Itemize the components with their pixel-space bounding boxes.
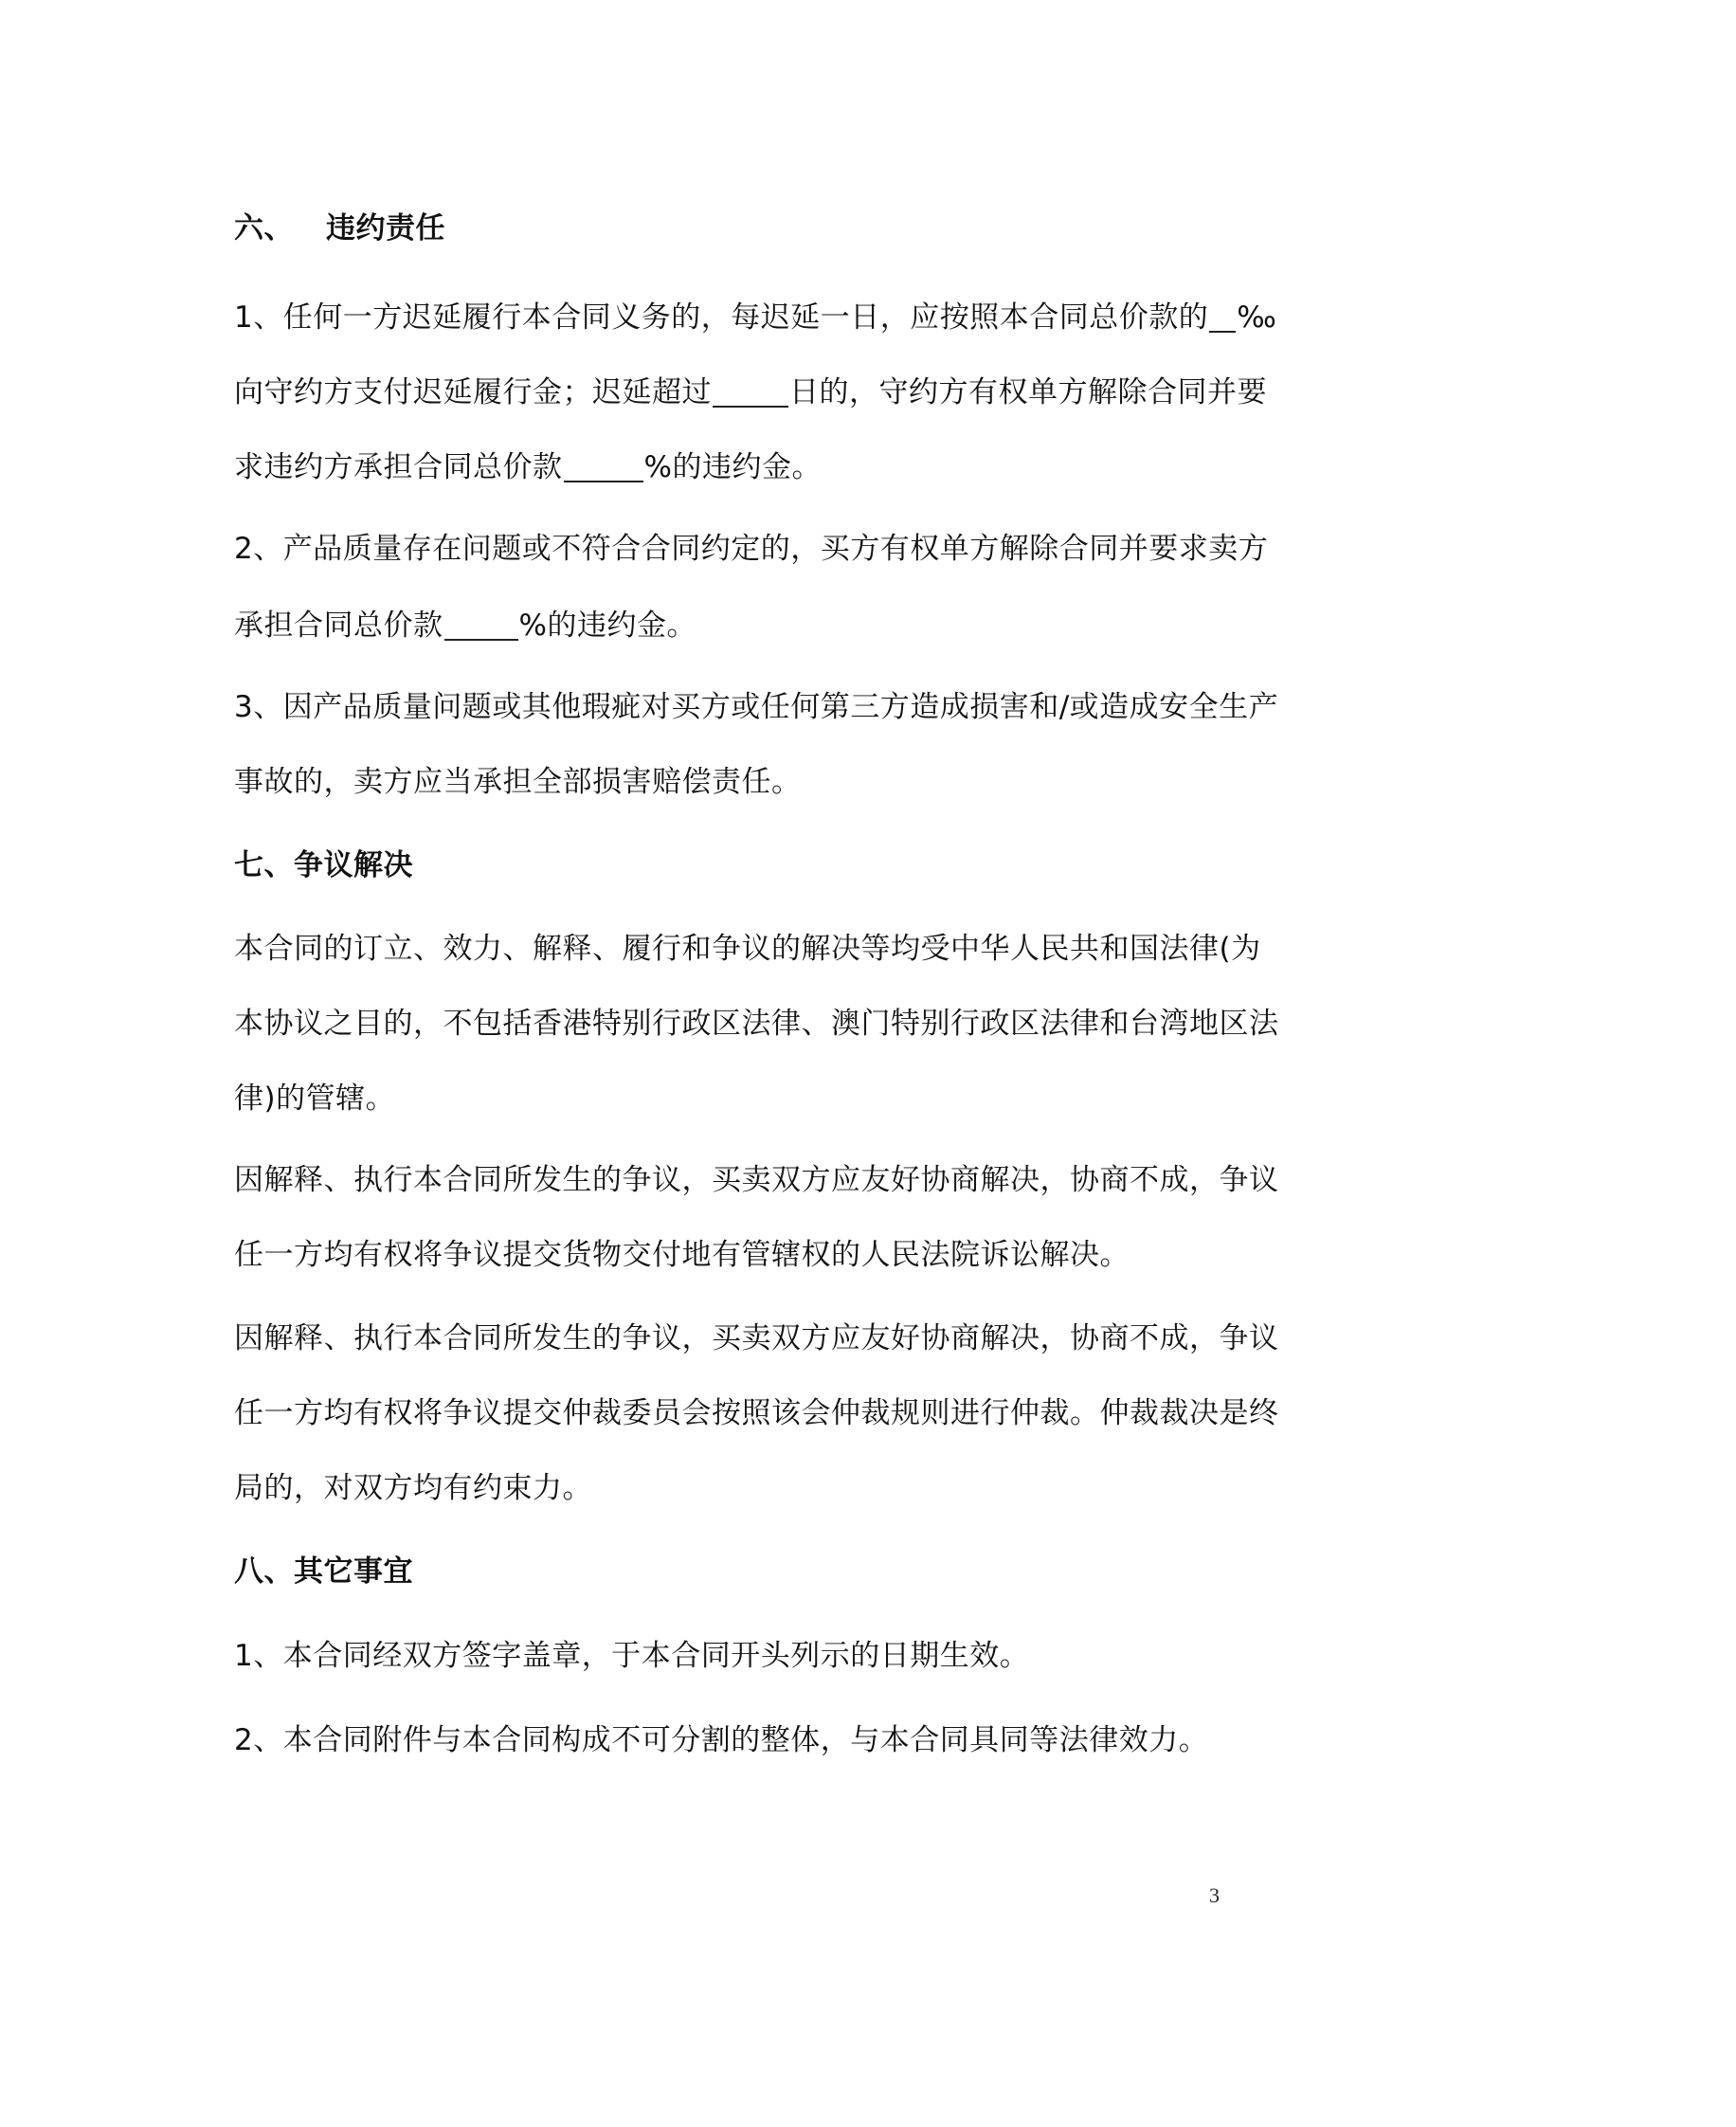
fill-in-blank (1209, 302, 1236, 333)
paragraph-line: 2、本合同附件与本合同构成不可分割的整体，与本合同具同等法律效力。 (234, 1723, 1209, 1757)
paragraph-line: 本协议之目的，不包括香港特别行政区法律、澳门特别行政区法律和台湾地区法 (234, 1007, 1279, 1041)
paragraph-line: 1、本合同经双方签字盖章，于本合同开头列示的日期生效。 (234, 1639, 1030, 1673)
paragraph-line: 2、产品质量存在问题或不符合合同约定的，买方有权单方解除合同并要求卖方 (234, 532, 1269, 566)
paragraph-line: 任一方均有权将争议提交货物交付地有管辖权的人民法院诉讼解决。 (234, 1238, 1130, 1272)
paragraph-line (234, 448, 822, 486)
paragraph-line (234, 607, 696, 645)
text-run: 求违约方承担合同总价款 (234, 450, 563, 484)
paragraph-line: 局的，对双方均有约束力。 (234, 1471, 592, 1505)
paragraph-line: 本合同的订立、效力、解释、履行和争议的解决等均受中华人民共和国法律(为 (234, 932, 1261, 966)
section-heading-other-matters: 八、其它事宜 (234, 1554, 413, 1589)
text-run: 1、任何一方迟延履行本合同义务的，每迟延一日，应按照本合同总价款的 (234, 300, 1209, 335)
paragraph-line: 事故的，卖方应当承担全部损害赔偿责任。 (234, 765, 802, 799)
text-run: 承担合同总价款 (234, 609, 443, 643)
text-run: %的违约金。 (643, 450, 822, 484)
text-run: %的违约金。 (518, 609, 696, 643)
fill-in-blank (564, 452, 643, 482)
paragraph-line: 3、因产品质量问题或其他瑕疵对买方或任何第三方造成损害和/或造成安全生产 (234, 690, 1279, 724)
page-number: 3 (1209, 1883, 1220, 1907)
paragraph-line: 因解释、执行本合同所发生的争议，买卖双方应友好协商解决，协商不成，争议 (234, 1163, 1279, 1197)
section-heading-breach-liability (234, 209, 445, 247)
text-run: 向守约方支付迟延履行金；迟延超过 (234, 375, 712, 409)
paragraph-line: 因解释、执行本合同所发生的争议，买卖双方应友好协商解决，协商不成，争议 (234, 1321, 1279, 1355)
fill-in-blank (444, 610, 518, 641)
paragraph-line (234, 373, 1267, 411)
paragraph-line: 律)的管辖。 (234, 1082, 396, 1116)
fill-in-blank (713, 377, 788, 408)
paragraph-line (234, 299, 1276, 336)
section-title: 违约责任 (326, 211, 445, 245)
text-run: 日的，守约方有权单方解除合同并要 (789, 375, 1267, 409)
section-number: 六、 (234, 211, 294, 245)
section-heading-dispute-resolution: 七、争议解决 (234, 848, 413, 882)
text-run: ‰ (1237, 300, 1277, 335)
paragraph-line: 任一方均有权将争议提交仲裁委员会按照该会仲裁规则进行仲裁。仲裁裁决是终 (234, 1396, 1279, 1430)
